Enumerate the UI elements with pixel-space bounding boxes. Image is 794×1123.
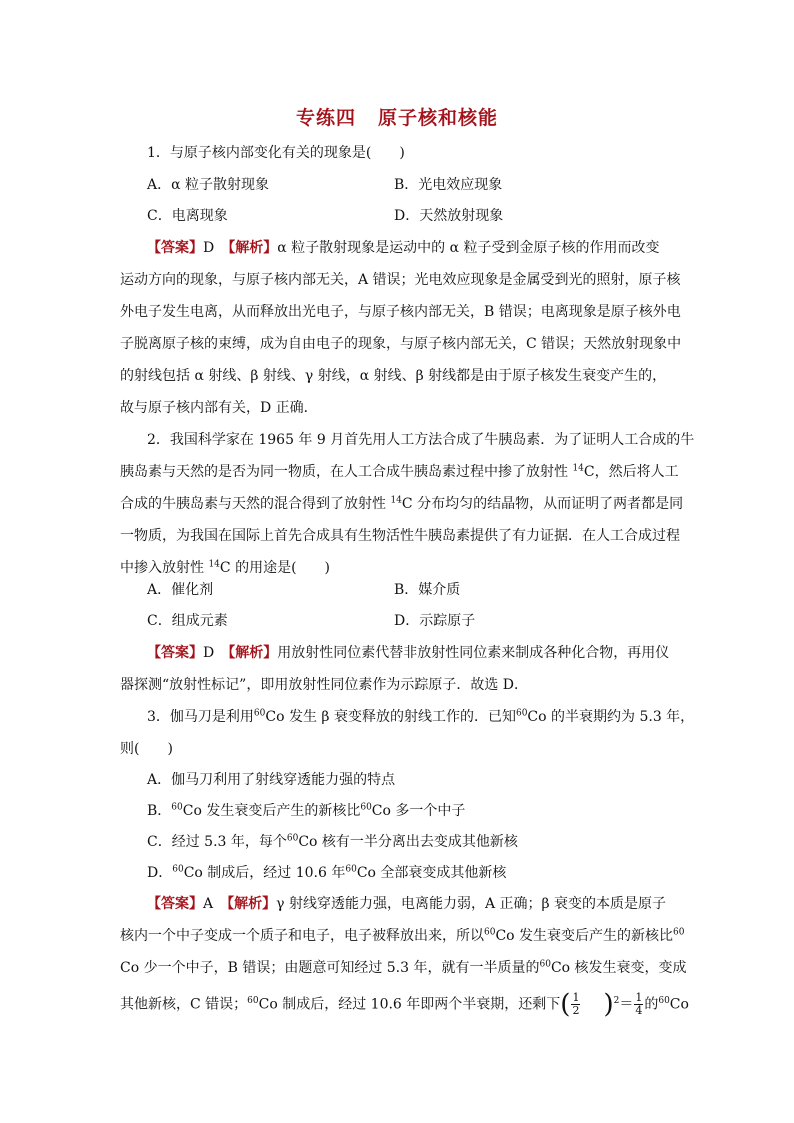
q2-explain-1: 器探测“放射性标记”，即用放射性同位素作为示踪原子．故选 D．: [120, 677, 528, 693]
q3-isotope: 60: [345, 864, 357, 875]
q2-explain-0: 用放射性同位素代替非放射性同位素来制成各种化合物，再用仪: [277, 645, 670, 661]
fraction-half: [571, 992, 580, 1017]
q1-explain-0: α 粒子散射现象是运动中的 α 粒子受到金原子核的作用而改变: [277, 240, 660, 256]
q2-line-3: 一物质，为我国在国际上首先合成具有生物活性牛胰岛素提供了有力证据．在人工合成过程: [120, 528, 680, 544]
q3-stem-c: Co 的半衰期约为 5.3 年，: [527, 709, 695, 725]
q3-option-b: [147, 801, 465, 821]
title-part1: 专练四: [295, 107, 356, 129]
q2-isotope-1: 14: [572, 463, 584, 474]
q3-explain-4c: 的: [644, 996, 659, 1013]
q1-stem: 1．与原子核内部变化有关的现象是( ): [147, 145, 405, 161]
q1-explain-5: 故与原子核内部有关，D 正确．: [120, 400, 318, 416]
q3-option-c: [147, 832, 518, 852]
q2-answer-line: [147, 643, 669, 663]
q1-explain-2: 外电子发生电离，从而释放出光电子，与原子核内部无关，B 错误；电离现象是原子核外电: [120, 304, 681, 320]
q3-explain-4: [120, 989, 689, 1020]
right-paren: ): [603, 989, 614, 1020]
q3-analysis-tag: 【解析】: [227, 896, 277, 912]
q2-analysis-tag: 【解析】: [228, 645, 278, 661]
q3-explain-2b: Co 发生衰变后产生的新核比: [495, 928, 674, 944]
q2-line-4-tail: C 的用途是( ): [219, 560, 330, 576]
q3-isotope: 60: [515, 708, 528, 719]
q3-isotope: 60: [673, 927, 685, 938]
q1-option-b: B．光电效应现象: [394, 177, 503, 193]
q3-answer-value: A: [203, 896, 228, 912]
q2-isotope-2: 14: [390, 495, 402, 506]
q3-isotope: 60: [286, 833, 299, 844]
q2-answer-value: D: [203, 645, 229, 661]
fraction-quarter-den: 4: [635, 1004, 643, 1017]
q3-explain-3: [120, 958, 687, 978]
q3-stem-a: 3．伽马刀是利用: [147, 709, 254, 725]
q3-explain-3b: Co 核发生衰变，变成: [550, 960, 687, 976]
q3-explain-2: [120, 926, 685, 946]
q3-isotope: 60: [539, 959, 551, 970]
q2-line-4-text: 中掺入放射性: [120, 560, 209, 576]
q1-option-c: C．电离现象: [147, 208, 228, 224]
fraction-quarter: [634, 992, 643, 1017]
q2-line-1-tail: C，然后将人工: [583, 464, 679, 480]
q3-option-a: A．伽马刀利用了射线穿透能力强的特点: [147, 772, 396, 788]
q2-isotope-3: 14: [208, 559, 220, 570]
q3-explain-4d: Co: [669, 996, 689, 1013]
q2-line-0: 2．我国科学家在 1965 年 9 月首先用人工方法合成了牛胰岛素．为了证明人工合成的牛: [147, 432, 695, 448]
q3-explain-3a: Co 少一个中子，B 错误；由题意可知经过 5.3 年，就有一半质量的: [120, 960, 540, 976]
q3-option-b-tail: Co 多一个中子: [371, 803, 466, 819]
q3-option-c-tail: Co 核有一半分离出去变成其他新核: [298, 834, 518, 850]
q3-isotope: 60: [171, 802, 183, 813]
q2-option-d: D．示踪原子: [394, 613, 476, 629]
q3-stem-d: 则( ): [120, 741, 173, 757]
q3-isotope: 60: [247, 995, 259, 1006]
q1-explain-4: 的射线包括 α 射线、β 射线、γ 射线，α 射线、β 射线都是由于原子核发生衰变产生的，: [120, 368, 667, 384]
q3-explain-4a: 其他新核，C 错误；: [120, 996, 248, 1013]
fraction-half-den: 2: [572, 1004, 580, 1017]
q3-answer-line: [147, 894, 666, 914]
q2-option-b: B．媒介质: [394, 582, 461, 598]
q2-line-1: [120, 462, 679, 482]
q2-line-2: [120, 494, 683, 514]
q1-option-a: A．α 粒子散射现象: [147, 177, 270, 193]
q3-option-d-text: Co 制成后，经过 10.6 年: [183, 865, 346, 881]
page-title: [0, 103, 794, 130]
q2-option-c: C．组成元素: [147, 613, 228, 629]
q3-answer-tag: 【答案】: [147, 896, 203, 912]
q2-option-a: A．催化剂: [147, 582, 214, 598]
q3-isotope: 60: [172, 864, 184, 875]
q3-explain-2a: 核内一个中子变成一个质子和电子，电子被释放出来，所以: [120, 928, 484, 944]
q3-isotope: 60: [658, 995, 670, 1006]
q3-option-d-label: D．: [147, 865, 173, 881]
fraction-half-num: 1: [572, 991, 580, 1004]
q3-explain-1: γ 射线穿透能力强，电离能力弱，A 正确；β 衰变的本质是原子: [276, 896, 667, 912]
q1-option-d: D．天然放射现象: [394, 208, 504, 224]
q2-line-2-text: 合成的牛胰岛素与天然的混合得到了放射性: [120, 496, 391, 512]
title-part2: 原子核和核能: [378, 107, 499, 129]
q1-answer-tag: 【答案】: [147, 240, 203, 256]
q3-option-b-text: Co 发生衰变后产生的新核比: [182, 803, 361, 819]
equals-sign: ＝: [619, 996, 634, 1013]
q3-option-d-tail: Co 全部衰变成其他新核: [356, 865, 507, 881]
q3-explain-4b: Co 制成后，经过 10.6 年即两个半衰期，还剩下: [258, 996, 561, 1013]
q1-answer-value: D: [203, 240, 229, 256]
q3-isotope: 60: [253, 708, 266, 719]
q3-option-c-text: C．经过 5.3 年，每个: [147, 834, 287, 850]
q1-answer-line: [147, 238, 660, 258]
q3-option-d: [147, 863, 506, 883]
q3-isotope: 60: [484, 927, 496, 938]
fraction-quarter-num: 1: [635, 991, 643, 1004]
q3-isotope: 60: [360, 802, 372, 813]
q1-explain-1: 运动方向的现象，与原子核内部无关，A 错误；光电效应现象是金属受到光的照射，原子核: [120, 272, 681, 288]
q1-explain-3: 子脱离原子核的束缚，成为自由电子的现象，与原子核内部无关，C 错误；天然放射现象中: [120, 336, 682, 352]
q3-stem: [147, 707, 694, 727]
q2-line-1-text: 胰岛素与天然的是否为同一物质，在人工合成牛胰岛素过程中掺了放射性: [120, 464, 573, 480]
q2-answer-tag: 【答案】: [147, 645, 203, 661]
q2-line-4: [120, 558, 330, 578]
q2-line-2-tail: C 分布均匀的结晶物，从而证明了两者都是同: [401, 496, 684, 512]
q3-stem-b: Co 发生 β 衰变释放的射线工作的．已知: [265, 709, 516, 725]
q1-analysis-tag: 【解析】: [228, 240, 278, 256]
exponent: 2: [613, 995, 620, 1006]
q3-option-b-label: B．: [147, 803, 172, 819]
left-paren: (: [560, 989, 571, 1020]
